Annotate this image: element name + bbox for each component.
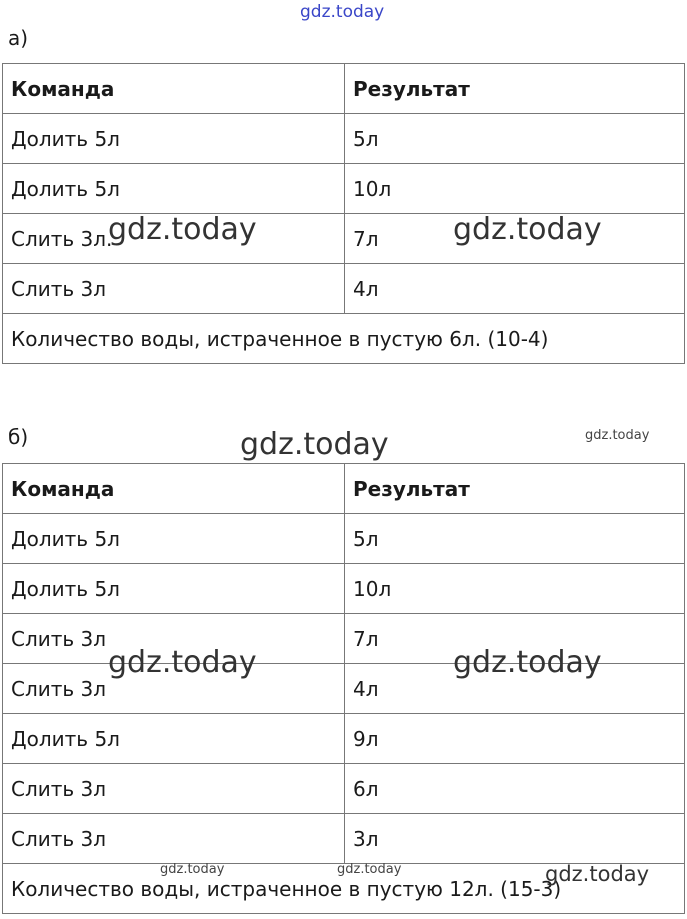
command-cell: Слить 3л.	[3, 214, 345, 264]
section-b-label: б)	[8, 425, 29, 449]
command-cell: Слить 3л	[3, 764, 345, 814]
watermark: gdz.today	[337, 862, 402, 877]
table-row	[3, 764, 685, 814]
result-cell: 4л	[345, 664, 685, 714]
command-cell: Долить 5л	[3, 114, 345, 164]
result-cell: 3л	[345, 814, 685, 864]
table-row	[3, 814, 685, 864]
summary-row	[3, 314, 685, 364]
watermark: gdz.today	[108, 645, 257, 680]
header-result: Результат	[345, 64, 685, 114]
watermark: gdz.today	[585, 428, 650, 443]
table-header-row	[3, 64, 685, 114]
watermark: gdz.today	[545, 862, 650, 886]
table-row	[3, 714, 685, 764]
watermark: gdz.today	[300, 2, 385, 22]
table-header-row	[3, 464, 685, 514]
table-row	[3, 264, 685, 314]
watermark: gdz.today	[240, 427, 389, 462]
section-b-table	[2, 463, 685, 914]
command-cell: Долить 5л	[3, 514, 345, 564]
watermark: gdz.today	[108, 212, 257, 247]
result-cell: 5л	[345, 514, 685, 564]
watermark: gdz.today	[453, 645, 602, 680]
table-row	[3, 514, 685, 564]
result-cell: 7л	[345, 214, 685, 264]
table-row	[3, 164, 685, 214]
result-cell: 10л	[345, 164, 685, 214]
header-result: Результат	[345, 464, 685, 514]
watermark: gdz.today	[160, 862, 225, 877]
command-cell: Долить 5л	[3, 164, 345, 214]
header-command: Команда	[3, 464, 345, 514]
result-cell: 7л	[345, 614, 685, 664]
command-cell: Слить 3л	[3, 814, 345, 864]
command-cell: Слить 3л	[3, 664, 345, 714]
result-cell: 6л	[345, 764, 685, 814]
command-cell: Долить 5л	[3, 714, 345, 764]
command-cell: Долить 5л	[3, 564, 345, 614]
summary-cell: Количество воды, истраченное в пустую 6л. (10-4)	[3, 314, 685, 364]
watermark: gdz.today	[453, 212, 602, 247]
header-command: Команда	[3, 64, 345, 114]
result-cell: 4л	[345, 264, 685, 314]
command-cell: Слить 3л	[3, 264, 345, 314]
section-a-label: а)	[8, 26, 29, 50]
result-cell: 5л	[345, 114, 685, 164]
command-cell: Слить 3л	[3, 614, 345, 664]
table-row	[3, 564, 685, 614]
table-row	[3, 114, 685, 164]
result-cell: 10л	[345, 564, 685, 614]
result-cell: 9л	[345, 714, 685, 764]
summary-cell: Количество воды, истраченное в пустую 12л. (15-3)	[3, 864, 685, 914]
